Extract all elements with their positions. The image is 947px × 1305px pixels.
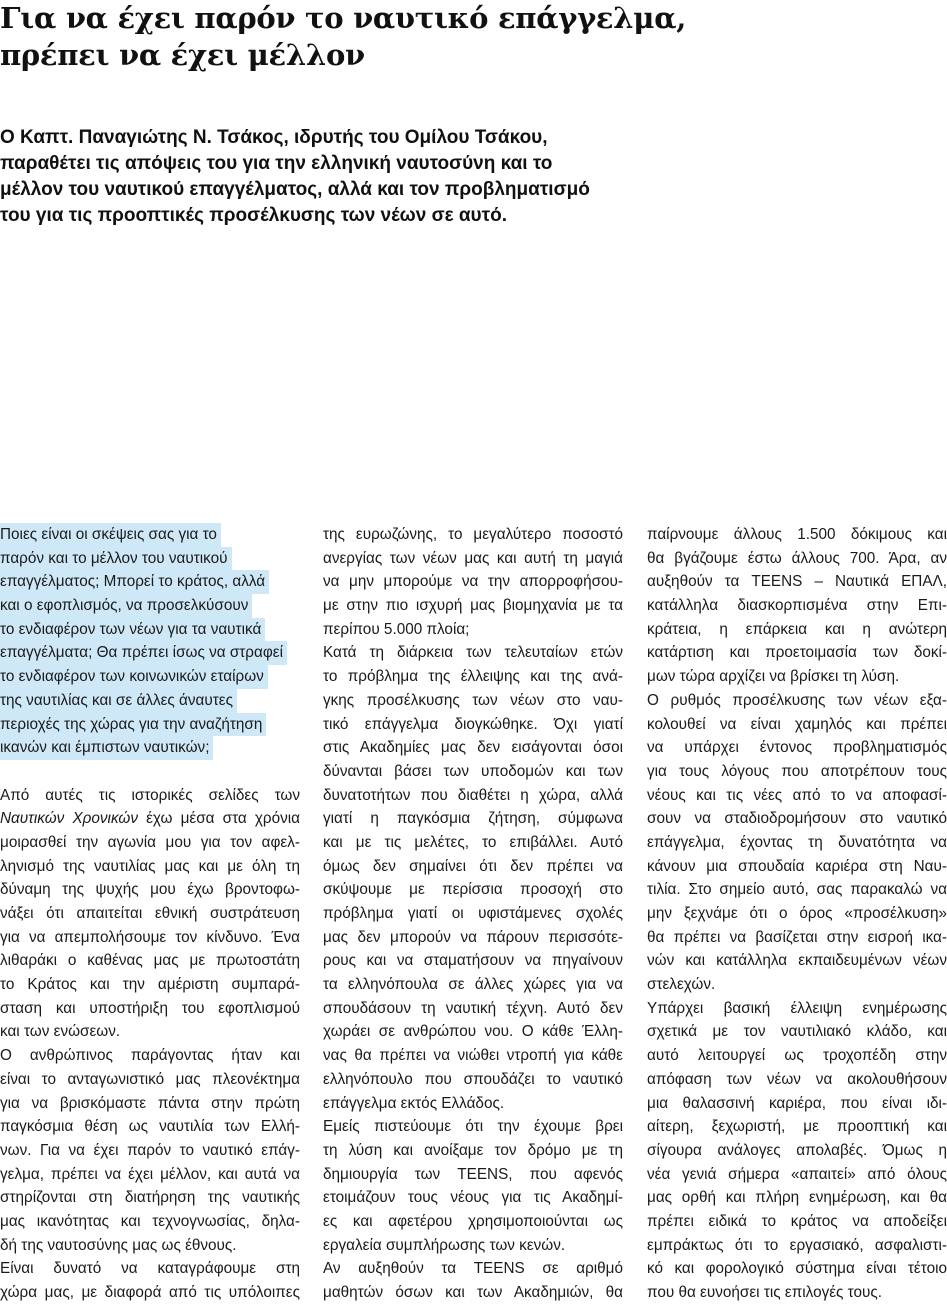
article-lead <box>0 125 940 229</box>
answer-line: νων. Για να έχει παρόν το ναυτικό επάγ- <box>0 1141 300 1159</box>
text-column-1 <box>0 523 300 1305</box>
body-line: όμως δεν σημαίνει ότι δεν πρέπει να <box>323 857 623 875</box>
body-line: στις Ακαδημίες μας δεν εισάγονται όσοι <box>323 739 623 757</box>
body-line: ρους και να σταματήσουν να πηγαίνουν <box>323 952 623 970</box>
question-line <box>0 570 300 594</box>
body-line: το πρόβλημα της έλλειψης και της ανά- <box>323 668 623 686</box>
answer-line: και των ενώσεων. <box>0 1023 121 1041</box>
lead-line: Ο Καπτ. Παναγιώτης Ν. Τσάκος, ιδρυτής του Ομίλου Τσάκου, <box>0 127 548 148</box>
body-line: πρέπει ειδικά το κράτος να αποδείξει <box>647 1212 947 1230</box>
lead-line: μέλλον του ναυτικού επαγγέλματος, αλλά και τον προβληματισμό <box>0 179 590 200</box>
body-line: αυξηθούν τα TEENS – Ναυτικά ΕΠΑΛ, <box>647 573 947 591</box>
body-line: μων τώρα αρχίζει να βρίσκει τη λύση. <box>647 668 900 686</box>
interview-answer <box>0 784 300 1305</box>
body-line: κολουθεί να είναι χαμηλός και πρέπει <box>647 715 947 733</box>
body-line: μην ξεχνάμε ότι ο όρος «προσέλκυση» <box>647 905 947 922</box>
text-column-3 <box>647 523 947 1305</box>
body-line: γκης προσέλκυσης των νέων στο ναυ- <box>323 691 623 709</box>
answer-line: δύναμη της ψυχής μου έχω βροντοφω- <box>0 881 300 899</box>
body-line: με στην πιο ισχυρή μας βιομηχανία με τα <box>323 597 623 615</box>
body-line: σπουδάσουν τη ναυτική τέχνη. Αυτό δεν <box>323 999 623 1017</box>
answer-text: Από αυτές τις ιστορικές σελίδες των <box>0 786 300 804</box>
body-line: ανεργίας των νέων μας και αυτή τη μαγιά <box>323 549 623 567</box>
title-line: Για να έχει παρόν το ναυτικό επάγγελμα, <box>0 1 687 35</box>
question-highlight: επαγγέλματος; Μπορεί το κράτος, αλλά <box>0 570 269 594</box>
answer-line: σταση και υποστήριξη του εφοπλισμού <box>0 999 300 1017</box>
body-line: μαθητών όσων και των Ακαδημιών, θα <box>323 1284 623 1301</box>
body-line: σκύψουμε με περίσσια προσοχή στο <box>323 881 623 899</box>
body-line: που θα ευνοήσει τις επιλογές τους. <box>647 1284 882 1301</box>
body-line: δύνανται βάσει των υποδομών και των <box>323 762 623 780</box>
lead-line: του για τις προοπτικές προσέλκυσης των νέων σε αυτό. <box>0 205 507 226</box>
question-line <box>0 665 300 689</box>
question-line <box>0 736 300 760</box>
body-line: κατάλληλα διασκορπισμένα στην Επι- <box>647 597 947 615</box>
body-line: επάγγελμα εκτός Ελλάδος. <box>323 1094 505 1112</box>
body-line: και με τις μελέτες, το επιβάλλει. Αυτό <box>323 833 623 851</box>
question-line <box>0 523 300 547</box>
answer-line: για να απεμπολήσουμε τον κίνδυνο. Ένα <box>0 928 300 946</box>
body-line: σουν να σταδιοδρομήσουν στο ναυτικό <box>647 810 947 828</box>
answer-line: μοιρασθεί την αγωνία μου για τον αφελ- <box>0 833 300 851</box>
body-line: μας δεν μπορούν να πάρουν περισσότε- <box>323 928 623 946</box>
question-highlight: και ο εφοπλισμός, να προσελκύσουν <box>0 594 252 618</box>
title-line: πρέπει να έχει μέλλον <box>0 38 365 72</box>
body-line: δυνατοτήτων που διαθέτει η χώρα, αλλά <box>323 786 623 804</box>
body-line: περίπου 5.000 πλοία; <box>323 620 470 638</box>
answer-line: δή της ναυτοσύνης μας ως έθνους. <box>0 1236 237 1254</box>
body-line: νέους και τις νέες από το να αποφασί- <box>647 786 947 804</box>
body-line: απόφαση των νέων να ακολουθήσουν <box>647 1070 947 1088</box>
body-line: τιλία. Στο σημείο αυτό, σας παρακαλώ να <box>647 881 947 899</box>
answer-line: χώρα μας, με διαφορά από τις υπόλοιπες <box>0 1284 300 1301</box>
body-line: παίρνουμε άλλους 1.500 δόκιμους και <box>647 526 947 543</box>
body-line: νας θα πρέπει να νιώθει ντροπή για κάθε <box>323 1047 623 1065</box>
question-highlight: της ναυτιλίας και σε άλλες άναυτες <box>0 689 237 713</box>
answer-line: λιθαράκι ο καθένας μας με πρωτοστάτη <box>0 952 300 970</box>
body-line: πρόβλημα γιατί οι υφιστάμενες σχολές <box>323 905 623 922</box>
body-line: κό και φορολογικό σύστημα είναι τέτοιο <box>647 1260 947 1278</box>
answer-line <box>0 784 300 808</box>
body-line: τικό επάγγελμα διογκώθηκε. Όχι γιατί <box>323 715 623 733</box>
body-line: κράτεια, η επάρκεια και η ανώτερη <box>647 620 947 638</box>
body-line: ετοιμάζουν τους νέους για τις Ακαδημί- <box>323 1189 623 1207</box>
body-line: εμπράκτως ότι το εργασιακό, ασφαλιστι- <box>647 1236 947 1254</box>
question-line <box>0 618 300 642</box>
answer-line <box>0 807 300 831</box>
question-line <box>0 689 300 713</box>
body-line: αυτό λειτουργεί ως τροχοπέδη στην <box>647 1047 947 1065</box>
body-line: κατάρτιση και προετοιμασία των δοκί- <box>647 644 947 662</box>
question-line <box>0 594 300 618</box>
body-line: στελεχών. <box>647 976 716 994</box>
body-line: νών και κατάλληλα εκπαιδευμένων νέων <box>647 952 947 970</box>
body-line: γιατί η παγκόσμια ζήτηση, σύμφωνα <box>323 810 623 828</box>
body-line: χωράει σε ανθρώπου νου. Ο κάθε Έλλη- <box>323 1023 623 1041</box>
answer-line: Ο ανθρώπινος παράγοντας ήταν και <box>0 1047 300 1065</box>
answer-line: Είναι δυνατό να καταγράφουμε στη <box>0 1260 300 1278</box>
body-line: ελληνόπουλο που σπουδάζει το ναυτικό <box>323 1070 623 1088</box>
text-column-2 <box>323 523 623 1305</box>
question-highlight: το ενδιαφέρον των νέων για τα ναυτικά <box>0 618 265 642</box>
question-highlight: το ενδιαφέρον των κοινωνικών εταίρων <box>0 665 268 689</box>
question-line <box>0 713 300 737</box>
body-line: να υπάρχει έντονος προβληματισμός <box>647 739 947 757</box>
question-line <box>0 641 300 665</box>
body-line: νέα γενιά σήμερα «απαιτεί» από όλους <box>647 1165 947 1183</box>
body-line: θα βγάζουμε έστω άλλους 700. Άρα, αν <box>647 549 947 567</box>
answer-text: έχω μέσα στα χρόνια <box>137 810 300 828</box>
answer-line: παγκόσμια θέση ως ναυτιλία των Ελλή- <box>0 1118 300 1136</box>
body-line: σχετικά με τον ναυτιλιακό κλάδο, και <box>647 1023 947 1041</box>
question-highlight: ικανών και έμπιστων ναυτικών; <box>0 736 213 760</box>
body-line: μια θαλασσινή καριέρα, που είναι ιδι- <box>647 1094 947 1112</box>
answer-line: το Κράτος και την αμέριστη συμπαρά- <box>0 976 300 994</box>
question-line <box>0 547 300 571</box>
answer-line: νάξει ότι απαιτείται εθνική συστράτευση <box>0 905 300 922</box>
paragraph-gap <box>0 760 300 784</box>
magazine-name: Ναυτικών Χρονικών <box>0 810 138 828</box>
body-line: Ο ρυθμός προσέλκυσης των νέων εξα- <box>647 691 947 709</box>
body-line: Υπάρχει βασική έλλειψη ενημέρωσης <box>647 999 947 1017</box>
interview-question <box>0 523 300 760</box>
lead-line: παραθέτει τις απόψεις του για την ελληνική ναυτοσύνη και το <box>0 153 553 174</box>
question-highlight: Ποιες είναι οι σκέψεις σας για το <box>0 523 221 547</box>
body-line: θα πρέπει να βασίζεται στην εισροή ικα- <box>647 928 947 946</box>
body-line: για τους λόγους που αποτρέπουν τους <box>647 762 947 780</box>
answer-line: είναι το ανταγωνιστικό μας πλεονέκτημα <box>0 1070 300 1088</box>
answer-line: μας ικανότητας και τεχνογνωσίας, δηλα- <box>0 1212 300 1230</box>
body-line: κάνουν μια σπουδαία καριέρα στη Ναυ- <box>647 857 947 875</box>
body-line: Κατά τη διάρκεια των τελευταίων ετών <box>323 644 623 662</box>
body-line: αίτερη, ξεχωριστή, με προοπτική και <box>647 1118 947 1136</box>
body-line: τη λύση και ανοίξαμε τον δρόμο με τη <box>323 1141 623 1159</box>
answer-line: στηρίζονται στη διατήρηση της ναυτικής <box>0 1189 300 1207</box>
body-line: εργαλεία συμπλήρωσης των κενών. <box>323 1236 566 1254</box>
body-line: επάγγελμα, έχοντας τη δυνατότητα να <box>647 833 947 851</box>
body-line: να μην μπορούμε να την απορροφήσου- <box>323 573 623 591</box>
question-highlight: παρόν και το μέλλον του ναυτικού <box>0 547 232 571</box>
body-line: δημιουργία των TEENS, που αφενός <box>323 1165 623 1183</box>
body-line: Αν αυξηθούν τα TEENS σε αριθμό <box>323 1260 623 1278</box>
body-line: ες και αφετέρου χρησιμοποιούνται ως <box>323 1212 623 1230</box>
answer-line: ληνισμό της ναυτιλίας μας και με όλη τη <box>0 857 300 875</box>
article-title <box>0 0 940 74</box>
body-line: της ευρωζώνης, το μεγαλύτερο ποσοστό <box>323 526 623 543</box>
body-line: σίγουρα ανάλογες απολαβές. Όμως η <box>647 1141 947 1159</box>
answer-line: γελμα, πρέπει να έχει μέλλον, και αυτά να <box>0 1165 300 1183</box>
question-highlight: επαγγέλματα; Θα πρέπει ίσως να στραφεί <box>0 641 287 665</box>
question-highlight: περιοχές της χώρας για την αναζήτηση <box>0 713 266 737</box>
answer-line: για να βρισκόμαστε πάντα στην πρώτη <box>0 1094 300 1112</box>
body-line: τα ελληνόπουλα σε άλλες χώρες για να <box>323 976 623 994</box>
body-line: Εμείς πιστεύουμε ότι την έχουμε βρει <box>323 1118 623 1136</box>
body-line: μας ορθή και πλήρη ενημέρωση, και θα <box>647 1189 947 1207</box>
